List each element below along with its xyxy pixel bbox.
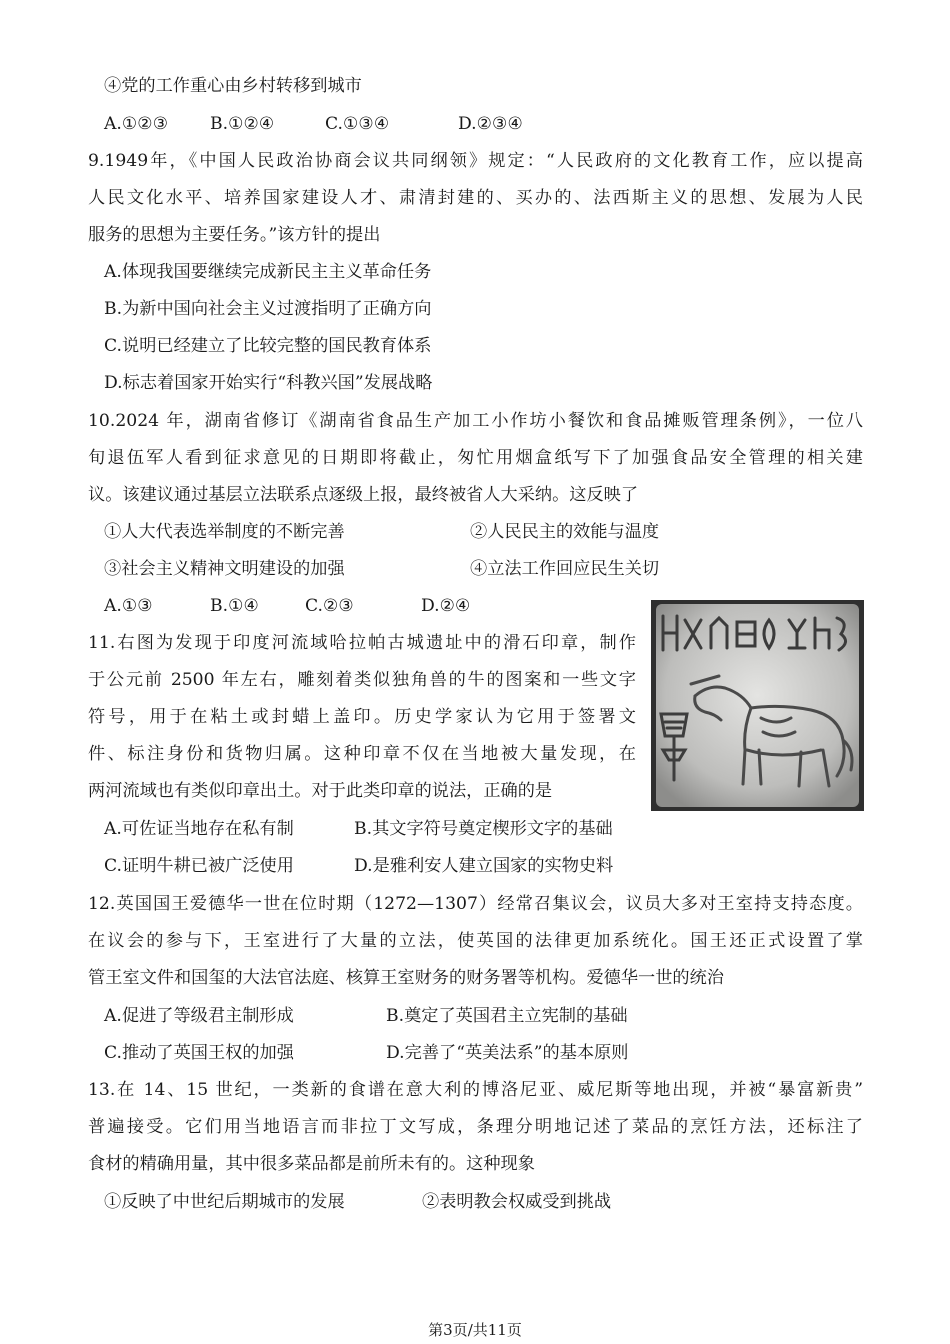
q10-option-c: C.②③ — [305, 596, 354, 616]
harappan-seal-image — [651, 600, 864, 811]
q9-stem-line-3: 服务的思想为主要任务。”该方针的提出 — [88, 225, 381, 245]
q10-option-b: B.①④ — [210, 596, 259, 616]
q11-stem-line-4: 件、标注身份和货物归属。这种印章不仅在当地被大量发现，在 — [88, 744, 636, 764]
q10-stem-line-1: 10.2024 年，湖南省修订《湖南省食品生产加工小作坊小餐饮和食品摊贩管理条例》，一位八 — [88, 411, 863, 431]
q9-stem-line-2: 人民文化水平、培养国家建设人才、肃清封建的、买办的、法西斯主义的思想、发展为人民 — [88, 188, 863, 208]
q13-stem-line-2: 普遍接受。它们用当地语言而非拉丁文写成，条理分明地记述了菜品的烹饪方法，还标注了 — [88, 1117, 863, 1137]
q13-item-2: ②表明教会权威受到挑战 — [422, 1192, 612, 1212]
q10-stem-line-3: 议。该建议通过基层立法联系点逐级上报，最终被省人大采纳。这反映了 — [88, 485, 639, 505]
q11-stem-line-5: 两河流域也有类似印章出土。对于此类印章的说法，正确的是 — [88, 781, 553, 801]
q8-option-c: C.①③④ — [325, 114, 390, 134]
q8-option-b: B.①②④ — [210, 114, 275, 134]
seal-illustration — [651, 600, 864, 811]
q10-item-2: ②人民民主的效能与温度 — [470, 522, 660, 542]
q10-item-1: ①人大代表选举制度的不断完善 — [104, 522, 345, 542]
q11-stem-line-2: 于公元前 2500 年左右，雕刻着类似独角兽的牛的图案和一些文字 — [88, 670, 636, 690]
q9-option-c: C.说明已经建立了比较完整的国民教育体系 — [104, 336, 432, 356]
q11-option-a: A.可佐证当地存在私有制 — [104, 819, 294, 839]
q9-option-a: A.体现我国要继续完成新民主主义革命任务 — [104, 262, 432, 282]
q10-item-4: ④立法工作回应民生关切 — [470, 559, 660, 579]
q10-option-d: D.②④ — [421, 596, 471, 616]
q8-item-4: ④党的工作重心由乡村转移到城市 — [104, 76, 362, 96]
q11-option-d: D.是雅利安人建立国家的实物史料 — [354, 856, 614, 876]
q9-option-d: D.标志着国家开始实行“科教兴国”发展战略 — [104, 373, 433, 393]
page-number: 第3页/共11页 — [428, 1321, 522, 1339]
q11-option-c: C.证明牛耕已被广泛使用 — [104, 856, 294, 876]
q12-stem-line-3: 管王室文件和国玺的大法官法庭、核算王室财务的财务署等机构。爱德华一世的统治 — [88, 968, 724, 988]
q12-stem-line-2: 在议会的参与下，王室进行了大量的立法，使英国的法律更加系统化。国王还正式设置了掌 — [88, 931, 863, 951]
q12-option-d: D.完善了“英美法系”的基本原则 — [386, 1043, 629, 1063]
q12-option-c: C.推动了英国王权的加强 — [104, 1043, 294, 1063]
q12-stem-line-1: 12.英国国王爱德华一世在位时期（1272—1307）经常召集议会，议员大多对王室持支持态度。 — [88, 894, 863, 914]
q11-option-b: B.其文字符号奠定楔形文字的基础 — [354, 819, 613, 839]
q12-option-a: A.促进了等级君主制形成 — [104, 1006, 294, 1026]
q12-option-b: B.奠定了英国君主立宪制的基础 — [386, 1006, 628, 1026]
q10-option-a: A.①③ — [104, 596, 153, 616]
q10-stem-line-2: 旬退伍军人看到征求意见的日期即将截止，匆忙用烟盒纸写下了加强食品安全管理的相关建 — [88, 448, 863, 468]
q13-item-1: ①反映了中世纪后期城市的发展 — [104, 1192, 345, 1212]
q9-option-b: B.为新中国向社会主义过渡指明了正确方向 — [104, 299, 432, 319]
q13-stem-line-3: 食材的精确用量，其中很多菜品都是前所未有的。这种现象 — [88, 1154, 535, 1174]
q8-option-d: D.②③④ — [458, 114, 523, 134]
q8-option-a: A.①②③ — [104, 114, 169, 134]
q10-item-3: ③社会主义精神文明建设的加强 — [104, 559, 345, 579]
q11-stem-line-3: 符号，用于在粘土或封蜡上盖印。历史学家认为它用于签署文 — [88, 707, 636, 727]
q11-stem-line-1: 11.右图为发现于印度河流域哈拉帕古城遗址中的滑石印章，制作 — [88, 633, 636, 653]
q13-stem-line-1: 13.在 14、15 世纪，一类新的食谱在意大利的博洛尼亚、威尼斯等地出现，并被“暴富新贵” — [88, 1080, 863, 1100]
q9-stem-line-1: 9.1949年，《中国人民政治协商会议共同纲领》规定：“人民政府的文化教育工作，应以提高 — [88, 151, 863, 171]
